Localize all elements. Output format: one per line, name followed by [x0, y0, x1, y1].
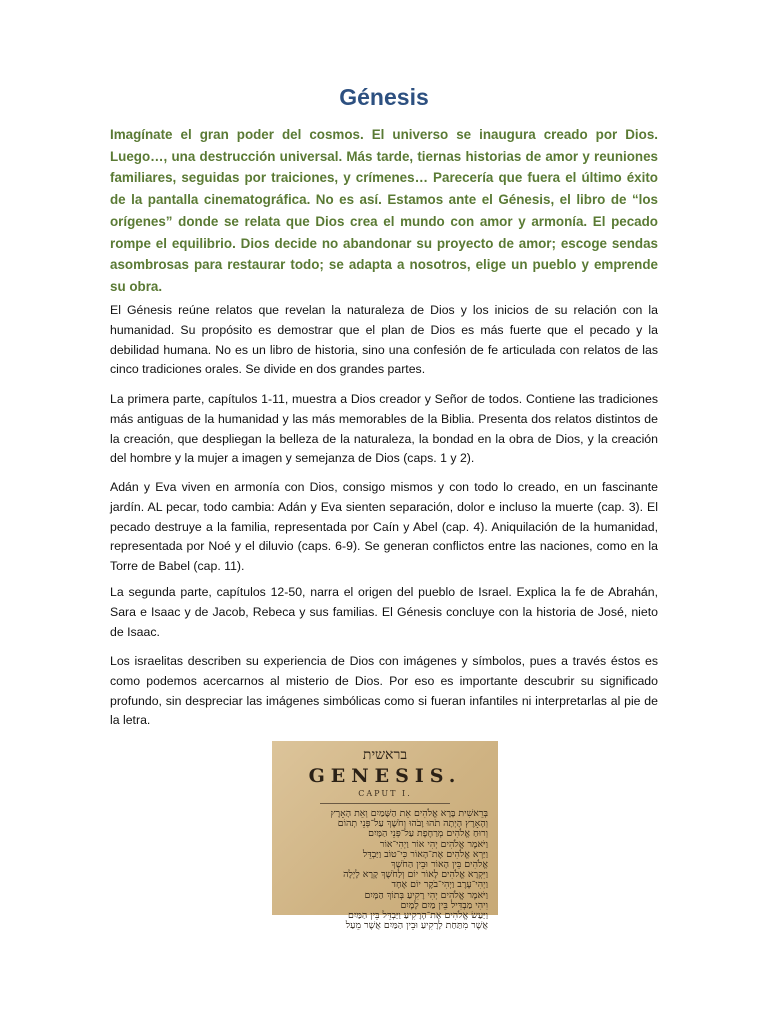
hebrew-text-line: וַיְהִי־עֶרֶב וַיְהִי־בֹקֶר יוֹם אֶחָד	[391, 879, 488, 891]
hebrew-text-line: אֱלֹהִים בֵּין הָאוֹר וּבֵין הַחֹשֶׁךְ	[391, 859, 488, 871]
body-paragraph: La primera parte, capítulos 1-11, muestra a Dios creador y Señor de todos. Contiene las tradiciones más antiguas de la humanidad y las más memorables de la Biblia. Presenta dos relatos distintos de la creación, que despliegan la belleza de la naturaleza, la bondad en la obra de Dios, y la creación del hombre y la mujer a imagen y semejanza de Dios (caps. 1 y 2).	[110, 392, 658, 466]
hebrew-text-line: וַיִּקְרָא אֱלֹהִים לָאוֹר יוֹם וְלַחֹשֶׁךְ קָרָא לָיְלָה	[343, 869, 488, 881]
hebrew-heading: בראשית	[362, 747, 408, 763]
hebrew-text-block	[282, 809, 488, 931]
hebrew-text-line: אֲשֶׁר מִתַּחַת לָרָקִיעַ וּבֵין הַמַּיִם אֲשֶׁר מֵעַל	[345, 920, 488, 932]
hebrew-text-line: וִיהִי מַבְדִּיל בֵּין מַיִם לָמָיִם	[400, 899, 488, 911]
hebrew-text-line: וְרוּחַ אֱלֹהִים מְרַחֶפֶת עַל־פְּנֵי הַמָּיִם	[368, 828, 488, 840]
hebrew-text-line: וַיַּעַשׂ אֱלֹהִים אֶת־הָרָקִיעַ וַיַּבְדֵּל בֵּין הַמַּיִם	[347, 910, 488, 922]
latin-heading: GENESIS.	[308, 765, 462, 787]
body-paragraph: La segunda parte, capítulos 12-50, narra el origen del pueblo de Israel. Explica la fe de Abrahán, Sara e Isaac y de Jacob, Rebeca y sus familias. El Génesis concluye con la historia de José, nieto de Isaac.	[110, 585, 658, 639]
body-paragraph: Adán y Eva viven en armonía con Dios, consigo mismos y con todo lo creado, en un fascinante jardín. AL pecar, todo cambia: Adán y Eva sienten separación, dolor e incluso la muerte (cap. 3). El pecado destruye a la familia, representada por Caín y Abel (cap. 4). Aniquilación de la humanidad, representada por Noé y el diluvio (caps. 6-9). Se generan conflictos entre las naciones, como en la Torre de Babel (cap. 11).	[110, 480, 658, 574]
caput-heading: CAPUT I.	[358, 789, 412, 798]
hebrew-text-line: וַיַּרְא אֱלֹהִים אֶת־הָאוֹר כִּי־טוֹב וַיַּבְדֵּל	[362, 848, 488, 860]
body-paragraph: El Génesis reúne relatos que revelan la naturaleza de Dios y los inicios de su relación con la humanidad. Su propósito es demostrar que el plan de Dios es más fuerte que el pecado y la debilidad humana. No es un libro de historia, sino una confesión de fe articulada con relatos de las cinco tradiciones orales. Se divide en dos grandes partes.	[110, 303, 658, 377]
genesis-manuscript-image	[272, 741, 498, 932]
hebrew-text-line: וַיֹּאמֶר אֱלֹהִים יְהִי אוֹר וַיְהִי־אוֹר	[379, 838, 488, 850]
page-title: Génesis	[339, 84, 429, 110]
intro-paragraph: Imagínate el gran poder del cosmos. El universo se inaugura creado por Dios. Luego…, una destrucción universal. Más tarde, tiernas historias de amor y reuniones familiares, seguidas por traiciones, y crímenes… Parecería que fuera el último éxito de la pantalla cinematográfica. No es así. Estamos ante el Génesis, el libro de “los orígenes” donde se relata que Dios crea el mundo con amor y armonía. El pecado rompe el equilibrio. Dios decide no abandonar su proyecto de amor; escoge sendas asombrosas para restaurar todo; se adapta a nosotros, elige un pueblo y emprende su obra.	[110, 127, 658, 294]
hebrew-text-line: וַיֹּאמֶר אֱלֹהִים יְהִי רָקִיעַ בְּתוֹךְ הַמָּיִם	[364, 889, 488, 901]
hebrew-text-line: וְהָאָרֶץ הָיְתָה תֹהוּ וָבֹהוּ וְחֹשֶׁךְ עַל־פְּנֵי תְהוֹם	[337, 818, 488, 830]
hebrew-text-line: בְּרֵאשִׁית בָּרָא אֱלֹהִים אֵת הַשָּׁמַיִם וְאֵת הָאָרֶץ	[330, 808, 488, 819]
divider	[320, 803, 450, 804]
body-paragraph: Los israelitas describen su experiencia de Dios con imágenes y símbolos, pues a través éstos es como podemos acercarnos al misterio de Dios. Por eso es importante descubrir su significado profundo, sin despreciar las imágenes simbólicas como si fueran infantiles ni interpretarlas al pie de la letra.	[110, 654, 658, 728]
